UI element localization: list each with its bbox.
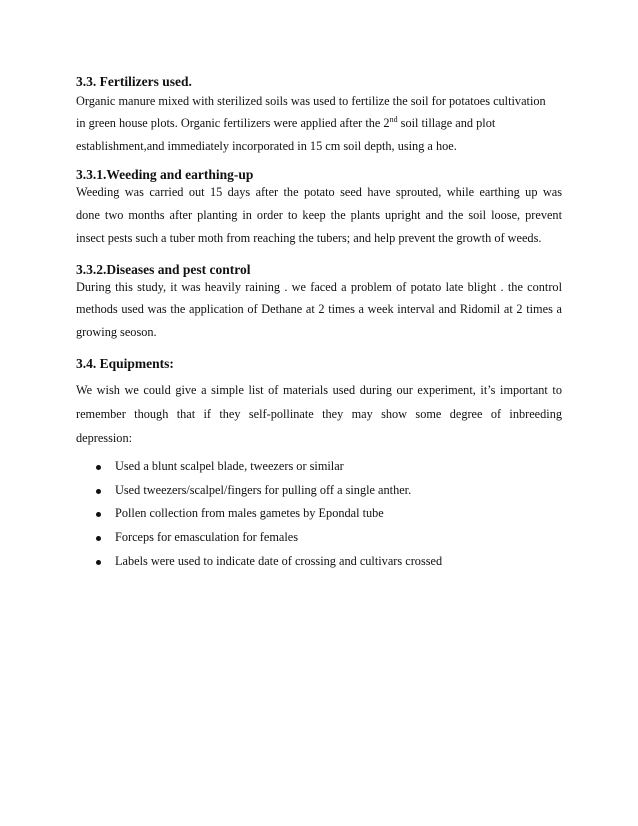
bullet-icon: [96, 489, 101, 494]
list-item: [96, 530, 442, 554]
paragraph-line: remember though that if they self-pollinate they may show some degree of inbreeding: [76, 407, 562, 421]
paragraph-line: establishment,and immediately incorporated in 15 cm soil depth, using a hoe.: [76, 139, 457, 153]
section-heading-fertilizers: 3.3. Fertilizers used.: [76, 74, 192, 89]
list-item-text: Forceps for emasculation for females: [115, 530, 299, 545]
section-heading-equipments: 3.4. Equipments:: [76, 356, 174, 371]
paragraph-text: soil tillage and plot: [397, 116, 496, 130]
section-heading-weeding: 3.3.1.Weeding and earthing-up: [76, 167, 254, 182]
bullet-icon: [96, 465, 101, 470]
section-heading-diseases: 3.3.2.Diseases and pest control: [76, 262, 251, 277]
list-item: [96, 459, 442, 483]
list-item-text: Used tweezers/scalpel/fingers for pulling off a single anther.: [115, 482, 412, 497]
paragraph-line: growing seoson.: [76, 325, 157, 339]
list-item-text: Used a blunt scalpel blade, tweezers or similar: [115, 459, 344, 473]
list-item: [96, 483, 442, 507]
paragraph-line: depression:: [76, 431, 133, 445]
list-item: [96, 506, 442, 530]
paragraph-text: in green house plots. Organic fertilizers were applied after the 2: [76, 116, 390, 130]
paragraph-line: methods used was the application of Dethane at 2 times a week interval and Ridomil at 2 times a: [76, 302, 562, 316]
paragraph-line: We wish we could give a simple list of materials used during our experiment, it’s important to: [76, 383, 562, 397]
bullet-icon: [96, 560, 101, 565]
paragraph-line: insect pests such a tuber moth from reaching the tubers; and help prevent the growth of weeds.: [76, 231, 542, 245]
list-item: [96, 554, 442, 578]
paragraph-line: Weeding was carried out 15 days after the potato seed have sprouted, while earthing up was: [76, 185, 562, 199]
paragraph-line: [76, 116, 495, 131]
paragraph-line: done two months after planting in order to keep the plants upright and the soil loose, prevent: [76, 208, 562, 222]
list-item-text: Pollen collection from males gametes by Epondal tube: [115, 506, 384, 521]
superscript-text: nd: [389, 115, 398, 124]
equipment-bullet-list: [96, 459, 442, 577]
list-item-text: Labels were used to indicate date of crossing and cultivars crossed: [115, 553, 443, 568]
paragraph-line: Organic manure mixed with sterilized soils was used to fertilize the soil for potatoes cultivation: [76, 94, 546, 108]
paragraph-line: During this study, it was heavily raining . we faced a problem of potato late blight . the control: [76, 280, 562, 294]
bullet-icon: [96, 536, 101, 541]
bullet-icon: [96, 512, 101, 517]
